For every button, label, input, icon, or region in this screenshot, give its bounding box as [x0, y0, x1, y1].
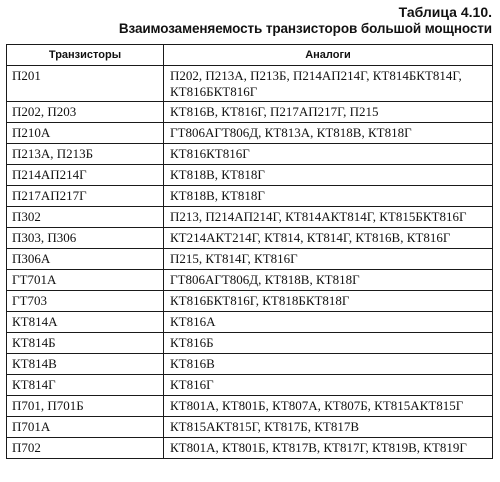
transistor-cell: КТ814А	[7, 312, 164, 333]
transistor-cell: ГТ703	[7, 291, 164, 312]
analogs-cell: КТ818В, КТ818Г	[164, 165, 493, 186]
analogs-cell: КТ801А, КТ801Б, КТ817В, КТ817Г, КТ819В, КТ819Г	[164, 438, 493, 459]
table-header-row	[7, 45, 493, 66]
analogs-cell: КТ816БКТ816Г, КТ818БКТ818Г	[164, 291, 493, 312]
table-row	[7, 144, 493, 165]
table-row	[7, 312, 493, 333]
analogs-cell: П202, П213А, П213Б, П214АП214Г, КТ814БКТ814Г, КТ816БКТ816Г	[164, 66, 493, 102]
table-row	[7, 123, 493, 144]
table-row	[7, 249, 493, 270]
table-row	[7, 291, 493, 312]
transistor-cell: П210А	[7, 123, 164, 144]
table-row	[7, 102, 493, 123]
transistor-table	[6, 44, 493, 459]
analogs-cell: ГТ806АГТ806Д, КТ813А, КТ818В, КТ818Г	[164, 123, 493, 144]
table-row	[7, 270, 493, 291]
analogs-cell: КТ815АКТ815Г, КТ817Б, КТ817В	[164, 417, 493, 438]
table-row	[7, 207, 493, 228]
analogs-cell: КТ816В	[164, 354, 493, 375]
transistor-cell: П701А	[7, 417, 164, 438]
analogs-cell: КТ214АКТ214Г, КТ814, КТ814Г, КТ816В, КТ816Г	[164, 228, 493, 249]
table-row	[7, 438, 493, 459]
analogs-cell: КТ801А, КТ801Б, КТ807А, КТ807Б, КТ815АКТ815Г	[164, 396, 493, 417]
table-number: Таблица 4.10.	[398, 4, 492, 20]
analogs-cell: КТ816А	[164, 312, 493, 333]
transistor-cell: П303, П306	[7, 228, 164, 249]
analogs-cell: П215, КТ814Г, КТ816Г	[164, 249, 493, 270]
table-row	[7, 165, 493, 186]
transistor-cell: П202, П203	[7, 102, 164, 123]
table-row	[7, 396, 493, 417]
transistor-cell: П701, П701Б	[7, 396, 164, 417]
transistor-cell: ГТ701А	[7, 270, 164, 291]
transistor-cell: П702	[7, 438, 164, 459]
table-row	[7, 66, 493, 102]
table-row	[7, 333, 493, 354]
table-row	[7, 417, 493, 438]
analogs-cell: КТ816Б	[164, 333, 493, 354]
analogs-cell: КТ816КТ816Г	[164, 144, 493, 165]
analogs-cell: ГТ806АГТ806Д, КТ818В, КТ818Г	[164, 270, 493, 291]
transistor-cell: П306А	[7, 249, 164, 270]
table-row	[7, 375, 493, 396]
table-row	[7, 228, 493, 249]
column-header-transistors: Транзисторы	[7, 45, 164, 66]
transistor-cell: П214АП214Г	[7, 165, 164, 186]
analogs-cell: КТ816В, КТ816Г, П217АП217Г, П215	[164, 102, 493, 123]
analogs-cell: КТ818В, КТ818Г	[164, 186, 493, 207]
table-title: Взаимозаменяемость транзисторов большой мощности	[118, 21, 492, 36]
table-row	[7, 186, 493, 207]
analogs-cell: П213, П214АП214Г, КТ814АКТ814Г, КТ815БКТ816Г	[164, 207, 493, 228]
transistor-cell: КТ814В	[7, 354, 164, 375]
transistor-cell: П302	[7, 207, 164, 228]
transistor-cell: П201	[7, 66, 164, 102]
transistor-cell: КТ814Б	[7, 333, 164, 354]
analogs-cell: КТ816Г	[164, 375, 493, 396]
table-row	[7, 354, 493, 375]
column-header-analogs: Аналоги	[164, 45, 493, 66]
transistor-cell: П217АП217Г	[7, 186, 164, 207]
transistor-cell: КТ814Г	[7, 375, 164, 396]
transistor-cell: П213А, П213Б	[7, 144, 164, 165]
